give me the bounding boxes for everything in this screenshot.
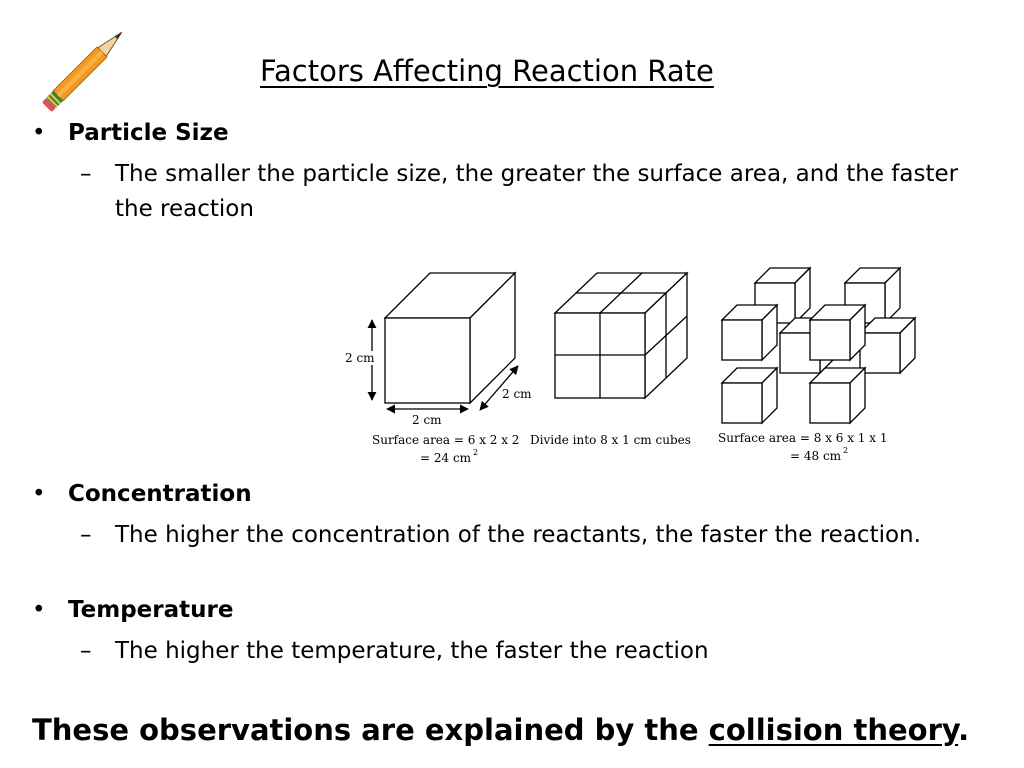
dash-symbol: – [80, 638, 92, 664]
bullet-temperature [32, 593, 233, 628]
caption-left-line1: Surface area = 6 x 2 x 2 [372, 433, 520, 447]
bullet-heading: Concentration [68, 481, 252, 507]
bullet-symbol: • [32, 597, 46, 623]
sub-point-text: The higher the temperature, the faster the reaction [115, 638, 709, 664]
caption-right-exponent: 2 [843, 446, 849, 455]
sub-point-text: The smaller the particle size, the greater the surface area, and the faster the reaction [115, 161, 959, 222]
caption-left-exponent: 2 [473, 448, 479, 457]
sub-point-temperature [80, 634, 980, 669]
dash-symbol: – [80, 522, 92, 548]
caption-middle: Divide into 8 x 1 cm cubes [530, 433, 691, 447]
bullet-heading: Particle Size [68, 120, 229, 146]
depth-label: 2 cm [502, 387, 532, 401]
bullet-symbol: • [32, 481, 46, 507]
sub-point-concentration [80, 518, 980, 553]
width-label: 2 cm [412, 413, 442, 427]
bullet-symbol: • [32, 120, 46, 146]
sub-point-particle-size [80, 157, 980, 227]
small-cubes [722, 268, 915, 423]
slide-title: Factors Affecting Reaction Rate [260, 54, 714, 88]
caption-right-line1: Surface area = 8 x 6 x 1 x 1 [718, 431, 888, 445]
conclusion-prefix: These observations are explained by the [32, 713, 709, 747]
collision-theory-emphasis: collision theory [708, 713, 959, 747]
bullet-concentration [32, 477, 252, 512]
conclusion [32, 713, 969, 747]
bullet-heading: Temperature [68, 597, 234, 623]
pencil-icon [30, 14, 140, 124]
dash-symbol: – [80, 161, 92, 187]
caption-right-line2: = 48 cm [790, 449, 842, 463]
large-cube-front [385, 318, 470, 403]
conclusion-suffix: . [958, 713, 970, 747]
sub-point-text: The higher the concentration of the reactants, the faster the reaction. [115, 522, 921, 548]
bullet-particle-size [32, 116, 229, 151]
surface-area-diagram [340, 238, 920, 470]
height-label: 2 cm [345, 351, 375, 365]
caption-left-line2: = 24 cm [420, 451, 472, 465]
